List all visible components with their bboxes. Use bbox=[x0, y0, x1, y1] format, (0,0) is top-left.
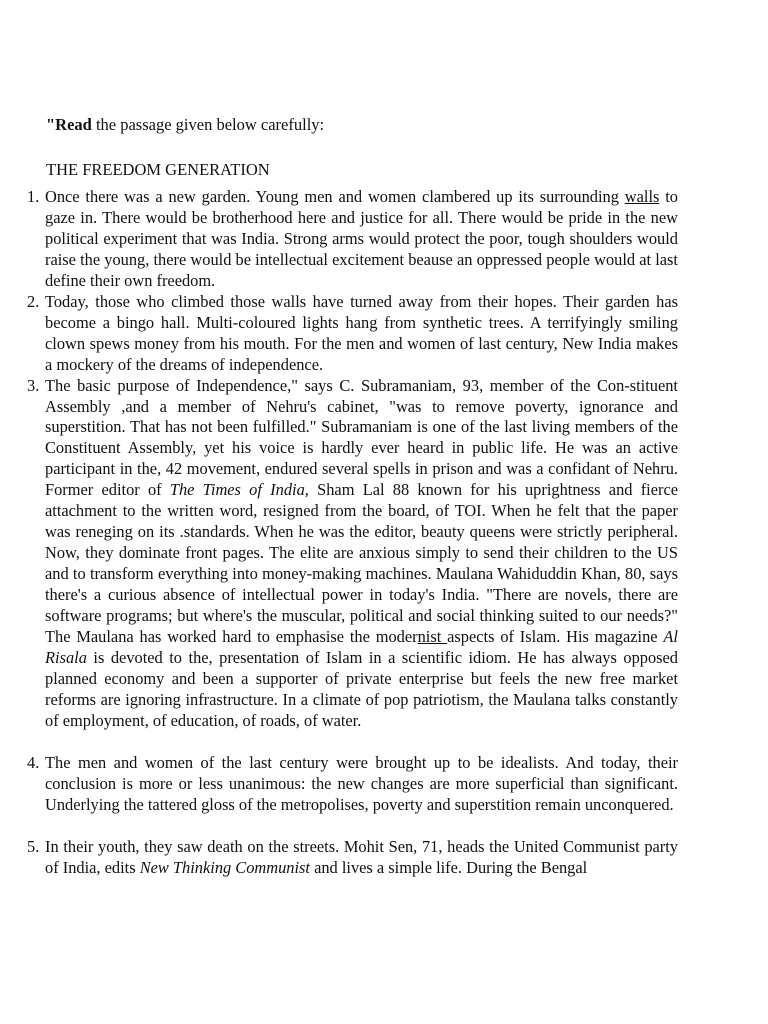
passage-title: THE FREEDOM GENERATION bbox=[46, 160, 270, 179]
instruction-line bbox=[46, 114, 324, 135]
text-run: to gaze in. There would be brotherhood here and justice for all. There would be pride in the new political experiment that was India. Strong arms would protect the poor, tough shoulders would raise the young, there would be intellectual excitement beause an oppressed people would at last define their own freedom. bbox=[45, 187, 678, 290]
paragraph-4 bbox=[27, 753, 678, 816]
text-run: Today, those who climbed those walls have turned away from their hopes. Their garden has become a bingo hall. Multi-coloured lights hang from synthetic trees. A terrifyingly smiling clown spews money from his mouth. For the men and women of last century, New India makes a mockery of the dreams of independence. bbox=[45, 291, 678, 374]
paragraph-number: 3. bbox=[27, 375, 40, 395]
paragraph-number: 5. bbox=[27, 836, 40, 856]
text-run: In their youth, they saw death on the streets. Mohit Sen, 71, heads the United Communist party of India, edits bbox=[45, 836, 678, 877]
italic-title: Al Risala bbox=[45, 627, 678, 667]
paragraph-number: 1. bbox=[27, 187, 40, 206]
instruction-bold: "Read bbox=[46, 115, 92, 134]
text-run: The basic purpose of Independence," says C. Subramaniam, 93, member of the Con-stituent Assembly ,and a member of Nehru's cabinet, "was to remove poverty, ignorance and superstition. That has not been fulfilled." Subramaniam is one of the last living members of the Constituent Assembly, yet his voice is hardly ever heard in public life. He was an active participant in the, 42 movement, endured several spells in prison and was a confidant of Nehru. Former editor of bbox=[45, 375, 678, 500]
text-run: Once there was a new garden. Young men and women clambered up its surrounding bbox=[45, 187, 625, 206]
underlined-word: nist bbox=[417, 627, 448, 647]
paragraph-3 bbox=[27, 376, 678, 732]
paragraph-5 bbox=[27, 837, 678, 879]
paragraph-number: 4. bbox=[27, 752, 40, 772]
text-run: The men and women of the last century were brought up to be idealists. And today, their conclusion is more or less unanimous: the new changes are more superficial than significant. Underlying the tattered gloss of the metropolises, poverty and superstition remain unconquered. bbox=[45, 752, 678, 814]
paragraph-number: 2. bbox=[27, 291, 40, 311]
text-run: is devoted to the, presentation of Islam in a scientific idiom. He has always opposed planned economy and been a supporter of private enterprise but feels the new free market reforms are ignoring infrastructure. In a climate of pop patriotism, the Maulana talks constantly of employment, of education, of roads, of water. bbox=[45, 647, 678, 730]
italic-title: The Times of India, bbox=[169, 480, 309, 500]
paragraph-1 bbox=[27, 187, 678, 292]
italic-title: New Thinking Communist bbox=[139, 857, 310, 877]
underlined-word: walls bbox=[624, 187, 660, 206]
text-run: Sham Lal 88 known for his uprightness and fierce attachment to the written word, resigned from the board, of TOI. When he felt that the paper was reneging on its .standards. When he was the editor, beauty queens were strictly peripheral. Now, they dominate front pages. The elite are anxious simply to send their children to the US and to transform everything into money-making machines. Maulana Wahiduddin Khan, 80, says there's a curious absence of intellectual power in today's India. "There are novels, there are software programs; but where's the muscular, political and social thinking suited to our needs?" The Maulana has worked hard to emphasise the moder bbox=[45, 480, 678, 647]
instruction-text: the passage given below carefully: bbox=[91, 115, 325, 134]
passage-body bbox=[27, 187, 678, 879]
paragraph-2 bbox=[27, 292, 678, 376]
text-run: aspects of Islam. His magazine bbox=[447, 627, 664, 647]
text-run: and lives a simple life. During the Bengal bbox=[309, 857, 588, 877]
